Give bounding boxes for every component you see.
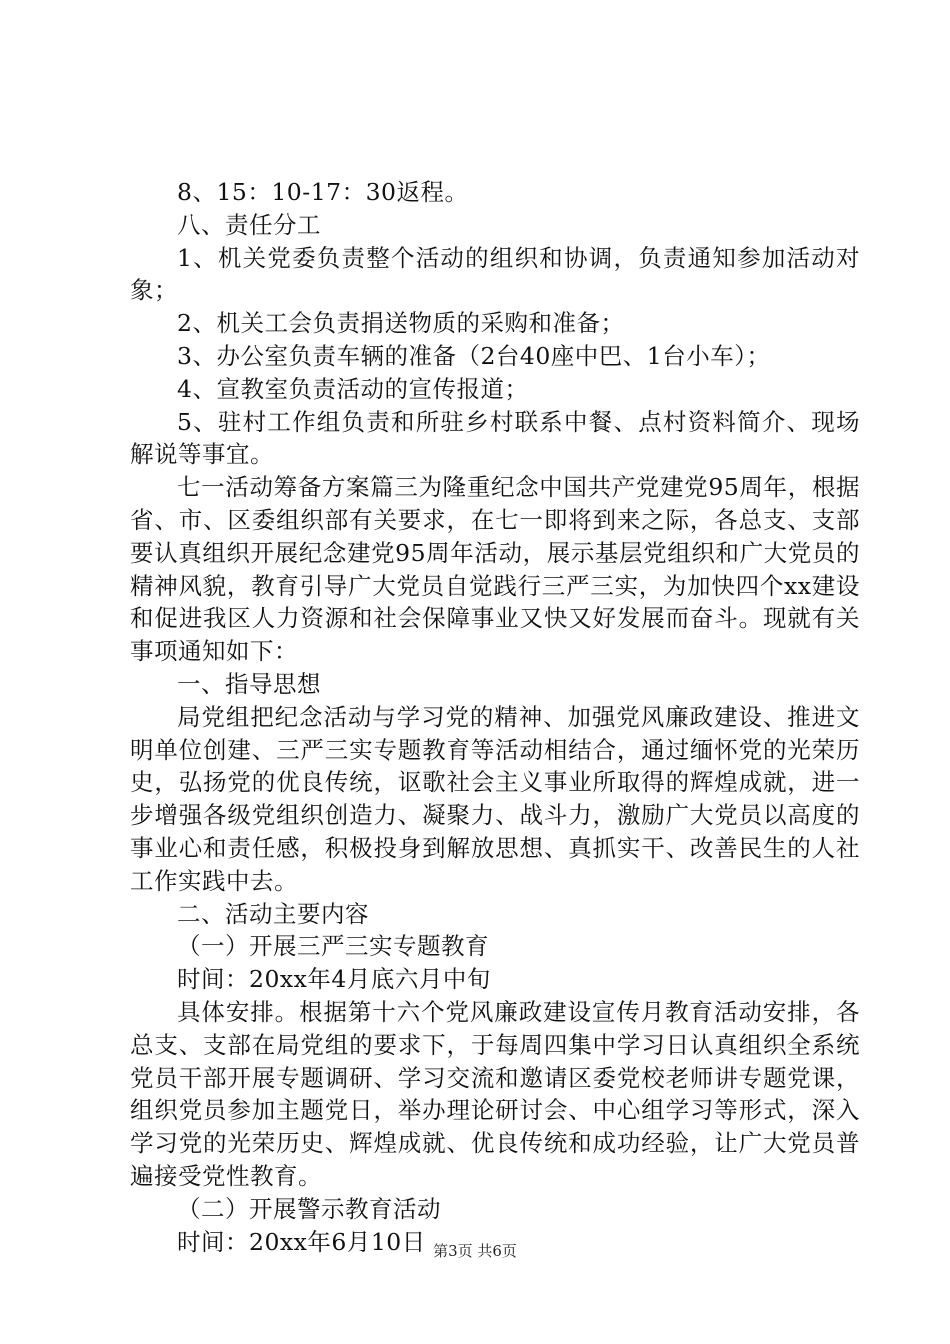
paragraph-return-schedule: 8、15：10-17：30返程。	[177, 178, 469, 206]
subheading-education: （一）开展三严三实专题教育	[177, 932, 489, 961]
paragraph-duty-2: 2、机关工会负责捐送物质的采购和准备；	[177, 309, 625, 338]
page-footer	[0, 1241, 950, 1261]
paragraph-education-time: 时间：20xx年4月底六月中旬	[177, 965, 491, 994]
paragraph-warning-time: 时间：20xx年6月10日	[177, 1227, 426, 1256]
heading-responsibility-division: 八、责任分工	[177, 210, 321, 239]
paragraph-duty-5: 5、驻村工作组负责和所驻乡村联系中餐、点村资料简介、现场解说等事宜。	[130, 407, 860, 469]
paragraph-duty-4: 4、宣教室负责活动的宣传报道；	[177, 374, 529, 403]
paragraph-duty-3: 3、办公室负责车辆的准备（2台40座中巴、1台小车）；	[177, 341, 771, 370]
paragraph-education-arrangement: 具体安排。根据第十六个党风廉政建设宣传月教育活动安排，各总支、支部在局党组的要求下，于每周四集中学习日认真组织全系统党员干部开展专题调研、学习交流和邀请区委党校老师讲专题党课，组织党员参加主题党日，举办理论研讨会、中心组学习等形式，深入学习党的光荣历史、辉煌成就、优良传统和成功经验，让广大党员普遍接受党性教育。	[130, 997, 860, 1190]
heading-guiding-ideology: 一、指导思想	[177, 669, 321, 698]
paragraph-guiding-ideology: 局党组把纪念活动与学习党的精神、加强党风廉政建设、推进文明单位创建、三严三实专题教育等活动相结合，通过缅怀党的光荣历史，弘扬党的优良传统，讴歌社会主义事业所取得的辉煌成就，进一步增强各级党组织创造力、凝聚力、战斗力，激励广大党员以高度的事业心和责任感，积极投身到解放思想、真抓实干、改善民生的人社工作实践中去。	[130, 702, 860, 895]
document-body	[130, 176, 860, 1258]
heading-main-activities: 二、活动主要内容	[177, 899, 369, 928]
subheading-warning-education: （二）开展警示教育活动	[177, 1194, 441, 1223]
paragraph-plan-three-intro: 七一活动筹备方案篇三为隆重纪念中国共产党建党95周年，根据省、市、区委组织部有关要求，在七一即将到来之际，各总支、支部要认真组织开展纪念建党95周年活动，展示基层党组织和广大党员的精神风貌，教育引导广大党员自觉践行三严三实，为加快四个xx建设和促进我区人力资源和社会保障事业又快又好发展而奋斗。现就有关事项通知如下：	[130, 473, 860, 666]
paragraph-duty-1: 1、机关党委负责整个活动的组织和协调，负责通知参加活动对象；	[130, 243, 860, 305]
page-number: 第3页 共6页	[433, 1242, 517, 1260]
